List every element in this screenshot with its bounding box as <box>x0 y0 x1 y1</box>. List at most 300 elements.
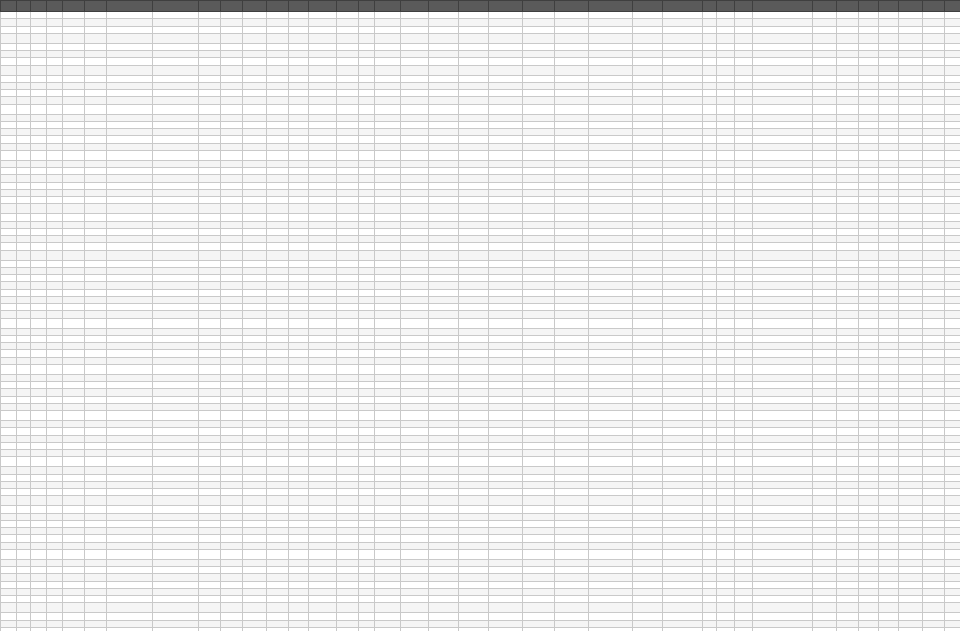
table-cell[interactable] <box>289 58 309 65</box>
table-cell[interactable] <box>717 374 735 381</box>
table-cell[interactable] <box>31 343 47 350</box>
table-cell[interactable] <box>1 214 17 221</box>
table-cell[interactable] <box>289 267 309 274</box>
table-cell[interactable] <box>289 189 309 196</box>
table-cell[interactable] <box>85 19 107 26</box>
table-cell[interactable] <box>17 214 31 221</box>
table-cell[interactable] <box>359 581 375 588</box>
table-cell[interactable] <box>31 121 47 128</box>
table-row[interactable] <box>1 411 960 421</box>
table-cell[interactable] <box>359 33 375 43</box>
table-cell[interactable] <box>309 411 337 421</box>
table-cell[interactable] <box>813 450 837 457</box>
table-cell[interactable] <box>47 90 63 97</box>
table-cell[interactable] <box>813 435 837 442</box>
table-cell[interactable] <box>401 228 429 235</box>
table-cell[interactable] <box>63 243 85 250</box>
table-cell[interactable] <box>85 559 107 566</box>
table-cell[interactable] <box>879 43 899 50</box>
table-cell[interactable] <box>1 411 17 421</box>
table-cell[interactable] <box>703 12 717 19</box>
table-cell[interactable] <box>813 182 837 189</box>
table-cell[interactable] <box>401 33 429 43</box>
column-header[interactable] <box>1 1 17 12</box>
table-cell[interactable] <box>717 114 735 121</box>
table-cell[interactable] <box>735 382 753 389</box>
table-cell[interactable] <box>923 175 945 182</box>
table-cell[interactable] <box>309 435 337 442</box>
table-cell[interactable] <box>17 90 31 97</box>
table-cell[interactable] <box>703 318 717 328</box>
table-cell[interactable] <box>923 289 945 296</box>
table-cell[interactable] <box>429 450 459 457</box>
table-cell[interactable] <box>429 75 459 82</box>
table-cell[interactable] <box>63 389 85 396</box>
table-cell[interactable] <box>375 19 401 26</box>
table-cell[interactable] <box>859 318 879 328</box>
table-cell[interactable] <box>523 567 555 574</box>
table-cell[interactable] <box>489 43 523 50</box>
table-cell[interactable] <box>63 374 85 381</box>
table-cell[interactable] <box>47 335 63 342</box>
table-cell[interactable] <box>663 168 703 175</box>
table-cell[interactable] <box>837 481 859 488</box>
table-cell[interactable] <box>429 65 459 75</box>
table-cell[interactable] <box>879 588 899 595</box>
table-row[interactable] <box>1 12 960 19</box>
table-cell[interactable] <box>309 328 337 335</box>
table-cell[interactable] <box>107 535 153 542</box>
table-row[interactable] <box>1 129 960 136</box>
table-cell[interactable] <box>523 65 555 75</box>
table-cell[interactable] <box>221 175 243 182</box>
table-cell[interactable] <box>337 559 359 566</box>
table-cell[interactable] <box>267 75 289 82</box>
table-cell[interactable] <box>85 396 107 403</box>
table-cell[interactable] <box>489 442 523 449</box>
table-cell[interactable] <box>489 75 523 82</box>
table-cell[interactable] <box>309 260 337 267</box>
table-cell[interactable] <box>555 236 589 243</box>
table-cell[interactable] <box>813 396 837 403</box>
table-cell[interactable] <box>717 204 735 214</box>
table-cell[interactable] <box>633 243 663 250</box>
table-cell[interactable] <box>429 304 459 311</box>
table-cell[interactable] <box>459 114 489 121</box>
table-cell[interactable] <box>813 542 837 549</box>
table-cell[interactable] <box>63 435 85 442</box>
table-cell[interactable] <box>899 51 923 58</box>
table-cell[interactable] <box>735 250 753 260</box>
table-cell[interactable] <box>945 204 960 214</box>
table-cell[interactable] <box>199 75 221 82</box>
table-cell[interactable] <box>107 542 153 549</box>
table-cell[interactable] <box>429 542 459 549</box>
table-cell[interactable] <box>107 620 153 627</box>
table-cell[interactable] <box>153 481 199 488</box>
table-cell[interactable] <box>489 613 523 620</box>
table-cell[interactable] <box>813 374 837 381</box>
table-cell[interactable] <box>837 104 859 114</box>
table-cell[interactable] <box>663 574 703 581</box>
table-cell[interactable] <box>267 549 289 559</box>
table-cell[interactable] <box>429 82 459 89</box>
table-cell[interactable] <box>753 243 813 250</box>
table-cell[interactable] <box>633 350 663 357</box>
table-cell[interactable] <box>401 421 429 428</box>
table-cell[interactable] <box>63 260 85 267</box>
table-cell[interactable] <box>899 204 923 214</box>
table-cell[interactable] <box>1 318 17 328</box>
table-cell[interactable] <box>401 250 429 260</box>
table-cell[interactable] <box>735 97 753 104</box>
table-cell[interactable] <box>523 150 555 160</box>
table-cell[interactable] <box>375 588 401 595</box>
table-cell[interactable] <box>47 343 63 350</box>
table-cell[interactable] <box>663 411 703 421</box>
table-cell[interactable] <box>717 435 735 442</box>
table-cell[interactable] <box>337 250 359 260</box>
table-cell[interactable] <box>63 121 85 128</box>
table-cell[interactable] <box>31 474 47 481</box>
table-cell[interactable] <box>243 496 267 506</box>
table-cell[interactable] <box>555 603 589 613</box>
table-cell[interactable] <box>429 549 459 559</box>
table-row[interactable] <box>1 603 960 613</box>
table-row[interactable] <box>1 267 960 274</box>
table-cell[interactable] <box>243 335 267 342</box>
table-cell[interactable] <box>85 275 107 282</box>
table-cell[interactable] <box>31 189 47 196</box>
table-cell[interactable] <box>375 350 401 357</box>
table-cell[interactable] <box>589 82 633 89</box>
table-cell[interactable] <box>85 97 107 104</box>
column-header[interactable] <box>85 1 107 12</box>
table-cell[interactable] <box>555 613 589 620</box>
table-cell[interactable] <box>923 627 945 631</box>
table-cell[interactable] <box>633 389 663 396</box>
table-cell[interactable] <box>735 275 753 282</box>
table-cell[interactable] <box>589 442 633 449</box>
table-cell[interactable] <box>489 450 523 457</box>
table-cell[interactable] <box>63 197 85 204</box>
table-cell[interactable] <box>337 489 359 496</box>
table-cell[interactable] <box>17 311 31 318</box>
table-cell[interactable] <box>703 97 717 104</box>
table-cell[interactable] <box>879 51 899 58</box>
table-cell[interactable] <box>859 442 879 449</box>
table-cell[interactable] <box>717 26 735 33</box>
table-cell[interactable] <box>837 335 859 342</box>
table-cell[interactable] <box>243 411 267 421</box>
table-cell[interactable] <box>199 450 221 457</box>
table-cell[interactable] <box>703 474 717 481</box>
table-cell[interactable] <box>813 489 837 496</box>
table-cell[interactable] <box>375 496 401 506</box>
column-header[interactable] <box>813 1 837 12</box>
table-cell[interactable] <box>85 528 107 535</box>
table-cell[interactable] <box>63 335 85 342</box>
table-cell[interactable] <box>837 603 859 613</box>
table-cell[interactable] <box>945 143 960 150</box>
table-cell[interactable] <box>359 549 375 559</box>
table-cell[interactable] <box>337 243 359 250</box>
table-cell[interactable] <box>899 236 923 243</box>
table-cell[interactable] <box>289 168 309 175</box>
table-cell[interactable] <box>337 603 359 613</box>
table-cell[interactable] <box>401 542 429 549</box>
table-cell[interactable] <box>31 467 47 474</box>
table-cell[interactable] <box>243 250 267 260</box>
table-cell[interactable] <box>375 596 401 603</box>
table-cell[interactable] <box>375 150 401 160</box>
table-cell[interactable] <box>663 428 703 435</box>
table-cell[interactable] <box>401 160 429 167</box>
table-cell[interactable] <box>837 214 859 221</box>
table-cell[interactable] <box>107 513 153 520</box>
table-cell[interactable] <box>589 136 633 143</box>
table-cell[interactable] <box>555 435 589 442</box>
table-cell[interactable] <box>555 51 589 58</box>
table-cell[interactable] <box>923 168 945 175</box>
table-cell[interactable] <box>879 65 899 75</box>
table-cell[interactable] <box>945 411 960 421</box>
table-cell[interactable] <box>735 214 753 221</box>
table-cell[interactable] <box>879 474 899 481</box>
table-row[interactable] <box>1 450 960 457</box>
table-cell[interactable] <box>555 136 589 143</box>
table-cell[interactable] <box>359 382 375 389</box>
table-cell[interactable] <box>753 65 813 75</box>
table-cell[interactable] <box>375 97 401 104</box>
table-cell[interactable] <box>899 58 923 65</box>
table-cell[interactable] <box>375 82 401 89</box>
table-cell[interactable] <box>459 58 489 65</box>
table-cell[interactable] <box>31 549 47 559</box>
table-cell[interactable] <box>899 311 923 318</box>
table-cell[interactable] <box>309 382 337 389</box>
table-cell[interactable] <box>523 328 555 335</box>
table-cell[interactable] <box>489 260 523 267</box>
table-cell[interactable] <box>63 535 85 542</box>
table-cell[interactable] <box>153 90 199 97</box>
table-cell[interactable] <box>221 403 243 410</box>
table-cell[interactable] <box>923 389 945 396</box>
table-cell[interactable] <box>459 289 489 296</box>
table-cell[interactable] <box>17 121 31 128</box>
table-cell[interactable] <box>837 474 859 481</box>
table-cell[interactable] <box>221 82 243 89</box>
table-cell[interactable] <box>1 267 17 274</box>
table-cell[interactable] <box>31 328 47 335</box>
table-cell[interactable] <box>1 19 17 26</box>
column-header[interactable] <box>555 1 589 12</box>
table-cell[interactable] <box>31 26 47 33</box>
table-cell[interactable] <box>555 58 589 65</box>
table-cell[interactable] <box>267 12 289 19</box>
table-cell[interactable] <box>153 43 199 50</box>
table-cell[interactable] <box>289 474 309 481</box>
table-cell[interactable] <box>85 513 107 520</box>
table-cell[interactable] <box>555 90 589 97</box>
table-cell[interactable] <box>899 189 923 196</box>
table-cell[interactable] <box>199 104 221 114</box>
table-cell[interactable] <box>589 33 633 43</box>
table-cell[interactable] <box>401 549 429 559</box>
table-cell[interactable] <box>107 457 153 467</box>
table-cell[interactable] <box>735 627 753 631</box>
table-cell[interactable] <box>85 435 107 442</box>
table-cell[interactable] <box>337 129 359 136</box>
table-cell[interactable] <box>243 382 267 389</box>
table-cell[interactable] <box>489 104 523 114</box>
table-cell[interactable] <box>753 189 813 196</box>
table-cell[interactable] <box>267 588 289 595</box>
table-cell[interactable] <box>589 58 633 65</box>
table-cell[interactable] <box>359 335 375 342</box>
table-cell[interactable] <box>401 335 429 342</box>
table-cell[interactable] <box>589 520 633 527</box>
table-cell[interactable] <box>899 396 923 403</box>
table-cell[interactable] <box>459 250 489 260</box>
table-cell[interactable] <box>63 481 85 488</box>
table-cell[interactable] <box>289 350 309 357</box>
table-cell[interactable] <box>337 457 359 467</box>
table-cell[interactable] <box>717 121 735 128</box>
table-cell[interactable] <box>735 221 753 228</box>
table-cell[interactable] <box>923 296 945 303</box>
table-cell[interactable] <box>753 90 813 97</box>
table-cell[interactable] <box>945 228 960 235</box>
table-cell[interactable] <box>717 97 735 104</box>
table-cell[interactable] <box>47 160 63 167</box>
table-cell[interactable] <box>899 374 923 381</box>
table-cell[interactable] <box>523 467 555 474</box>
table-cell[interactable] <box>703 442 717 449</box>
table-cell[interactable] <box>63 581 85 588</box>
table-cell[interactable] <box>401 603 429 613</box>
table-cell[interactable] <box>17 411 31 421</box>
table-row[interactable] <box>1 221 960 228</box>
table-cell[interactable] <box>243 243 267 250</box>
table-cell[interactable] <box>633 12 663 19</box>
table-cell[interactable] <box>837 304 859 311</box>
table-cell[interactable] <box>813 596 837 603</box>
table-cell[interactable] <box>813 289 837 296</box>
table-cell[interactable] <box>555 411 589 421</box>
table-cell[interactable] <box>879 19 899 26</box>
table-cell[interactable] <box>837 596 859 603</box>
table-cell[interactable] <box>879 528 899 535</box>
table-cell[interactable] <box>47 549 63 559</box>
table-cell[interactable] <box>289 75 309 82</box>
table-cell[interactable] <box>555 260 589 267</box>
table-cell[interactable] <box>859 350 879 357</box>
table-cell[interactable] <box>879 389 899 396</box>
table-cell[interactable] <box>555 496 589 506</box>
table-cell[interactable] <box>735 559 753 566</box>
table-cell[interactable] <box>267 328 289 335</box>
table-cell[interactable] <box>663 382 703 389</box>
table-cell[interactable] <box>589 620 633 627</box>
table-cell[interactable] <box>153 160 199 167</box>
table-cell[interactable] <box>489 559 523 566</box>
table-cell[interactable] <box>813 620 837 627</box>
table-cell[interactable] <box>663 357 703 364</box>
table-cell[interactable] <box>309 26 337 33</box>
table-cell[interactable] <box>523 289 555 296</box>
table-cell[interactable] <box>309 236 337 243</box>
table-cell[interactable] <box>703 182 717 189</box>
table-cell[interactable] <box>859 250 879 260</box>
table-cell[interactable] <box>47 421 63 428</box>
table-cell[interactable] <box>401 121 429 128</box>
table-cell[interactable] <box>1 275 17 282</box>
table-cell[interactable] <box>243 19 267 26</box>
table-cell[interactable] <box>633 197 663 204</box>
table-cell[interactable] <box>555 82 589 89</box>
table-cell[interactable] <box>859 289 879 296</box>
table-cell[interactable] <box>459 43 489 50</box>
table-cell[interactable] <box>401 82 429 89</box>
table-cell[interactable] <box>633 450 663 457</box>
table-cell[interactable] <box>17 51 31 58</box>
table-cell[interactable] <box>589 350 633 357</box>
table-cell[interactable] <box>555 304 589 311</box>
table-cell[interactable] <box>17 506 31 513</box>
table-cell[interactable] <box>31 250 47 260</box>
table-cell[interactable] <box>717 335 735 342</box>
table-cell[interactable] <box>735 19 753 26</box>
table-cell[interactable] <box>555 204 589 214</box>
table-cell[interactable] <box>459 33 489 43</box>
table-cell[interactable] <box>589 364 633 374</box>
table-cell[interactable] <box>663 150 703 160</box>
table-cell[interactable] <box>17 143 31 150</box>
table-cell[interactable] <box>523 168 555 175</box>
table-cell[interactable] <box>85 136 107 143</box>
table-cell[interactable] <box>753 328 813 335</box>
table-cell[interactable] <box>633 374 663 381</box>
table-cell[interactable] <box>523 421 555 428</box>
table-cell[interactable] <box>859 243 879 250</box>
table-cell[interactable] <box>459 357 489 364</box>
table-cell[interactable] <box>837 26 859 33</box>
table-cell[interactable] <box>523 267 555 274</box>
table-cell[interactable] <box>289 357 309 364</box>
table-cell[interactable] <box>813 12 837 19</box>
table-cell[interactable] <box>837 182 859 189</box>
table-cell[interactable] <box>429 596 459 603</box>
table-cell[interactable] <box>267 143 289 150</box>
table-cell[interactable] <box>267 214 289 221</box>
table-cell[interactable] <box>813 304 837 311</box>
table-row[interactable] <box>1 26 960 33</box>
table-cell[interactable] <box>735 114 753 121</box>
table-cell[interactable] <box>459 627 489 631</box>
table-cell[interactable] <box>107 150 153 160</box>
table-cell[interactable] <box>555 403 589 410</box>
table-cell[interactable] <box>523 335 555 342</box>
table-cell[interactable] <box>555 581 589 588</box>
table-cell[interactable] <box>813 328 837 335</box>
table-cell[interactable] <box>735 182 753 189</box>
table-cell[interactable] <box>589 304 633 311</box>
table-cell[interactable] <box>221 374 243 381</box>
table-cell[interactable] <box>221 506 243 513</box>
table-cell[interactable] <box>489 596 523 603</box>
table-cell[interactable] <box>859 549 879 559</box>
